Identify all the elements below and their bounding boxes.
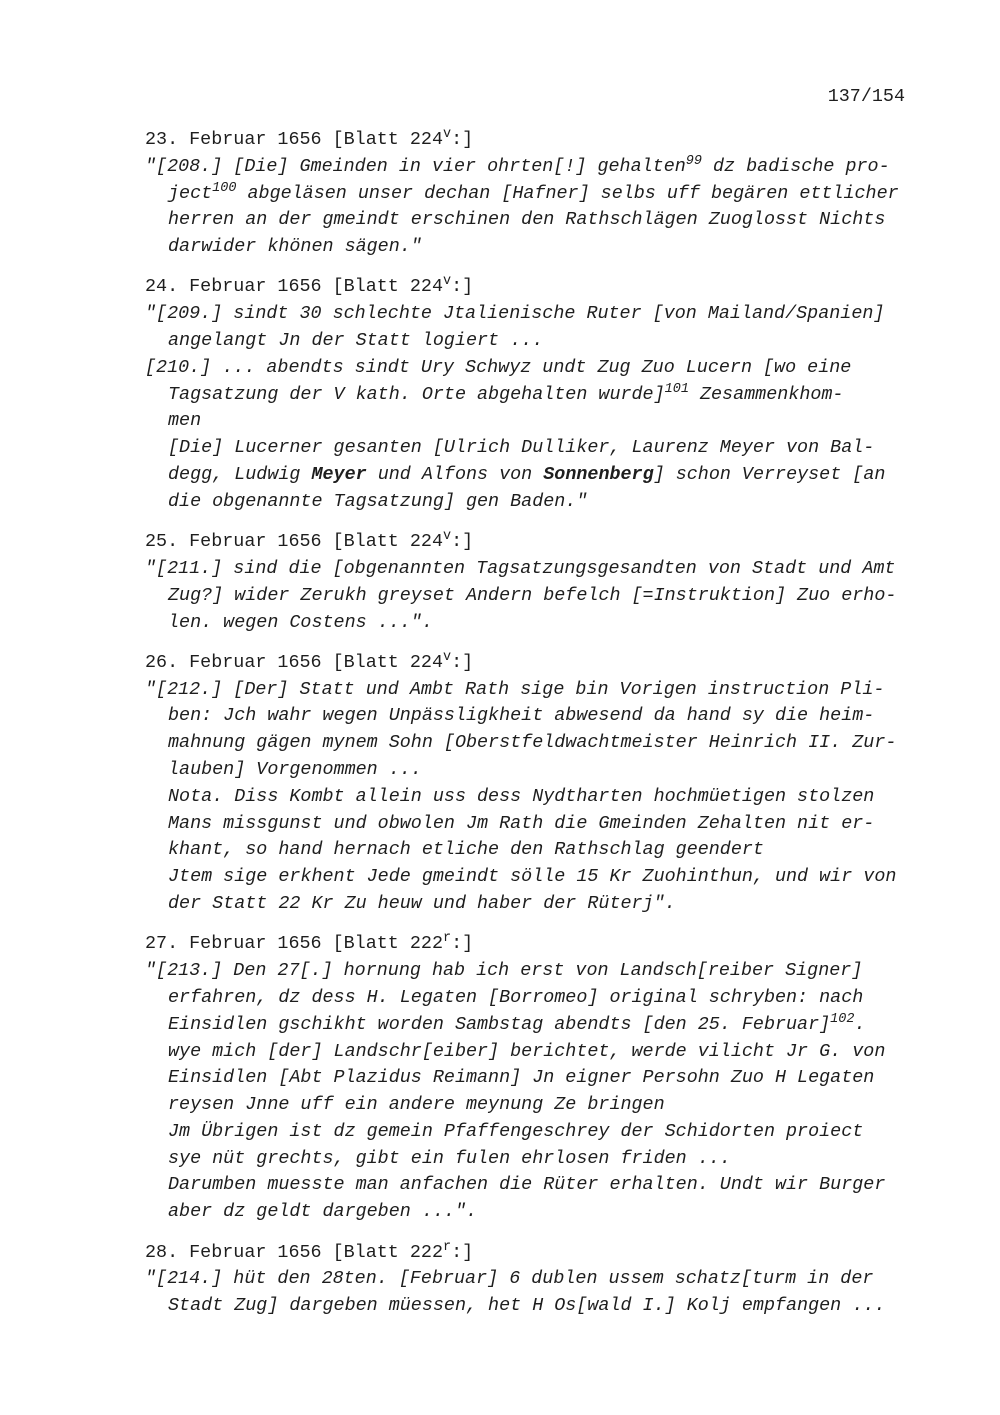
transcript-line: len. wegen Costens ...". (168, 611, 433, 633)
transcript-line (145, 382, 945, 409)
document-body (145, 127, 945, 1333)
transcript-line: die obgenannte Tagsatzung] gen Baden." (168, 490, 588, 512)
line-text: und Alfons von (366, 464, 544, 486)
bold-name: Meyer (311, 464, 367, 486)
transcript-line: aber dz geldt dargeben ...". (168, 1201, 478, 1223)
transcript-line (145, 462, 945, 489)
transcript-line: Einsidlen [Abt Plazidus Reimann] Jn eigner Persohn Zuo H Legaten (168, 1067, 875, 1089)
line-text: ] schon Verreyset [an (653, 464, 886, 486)
entry-date-header (145, 650, 945, 677)
folio-side: r (442, 931, 452, 947)
transcript-line (145, 1012, 945, 1039)
footnote-ref: 102 (830, 1011, 855, 1027)
transcript-line: Jm Übrigen ist dz gemein Pfaffengeschrey der Schidorten proiect (168, 1120, 864, 1142)
line-text: "[208.] [Die] Gmeinden in vier ohrten[!] gehalten (145, 155, 686, 177)
transcript-line: mahnung gägen mynem Sohn [Oberstfeldwachtmeister Heinrich II. Zur- (168, 732, 897, 754)
line-text: Einsidlen gschikht worden Sambstag abendts [den 25. Februar] (168, 1013, 831, 1035)
transcript-line (145, 181, 945, 208)
entry-1656-02-28 (145, 1240, 945, 1320)
transcript-line: Stadt Zug] dargeben müessen, het H Os[wald I.] Kolj empfangen ... (168, 1295, 886, 1317)
entry-date-header (145, 931, 945, 958)
transcript-line: Zug?] wider Zerukh greyset Andern befelch [=Instruktion] Zuo erho- (168, 584, 897, 606)
page-number: 137/154 (827, 86, 905, 107)
header-text: 27. Februar 1656 [Blatt 222 (145, 933, 443, 955)
transcript-line (145, 154, 945, 181)
transcript-line: "[209.] sindt 30 schlechte Jtalienische Ruter [von Mailand/Spanien] (145, 303, 885, 325)
transcript-line: "[213.] Den 27[.] hornung hab ich erst von Landsch[reiber Signer] (145, 960, 863, 982)
line-text: ject (168, 182, 213, 204)
entry-1656-02-27 (145, 931, 945, 1226)
line-text: Zesammenkhom- (688, 383, 844, 405)
footnote-ref: 100 (212, 180, 237, 196)
header-tail: :] (451, 276, 474, 298)
transcript-line: Nota. Diss Kombt allein uss dess Nydtharten hochmüetigen stolzen (168, 785, 875, 807)
transcript-line: khant, so hand hernach etliche den Rathschlag geendert (168, 839, 764, 861)
footnote-ref: 101 (664, 381, 689, 397)
header-text: 24. Februar 1656 [Blatt 224 (145, 276, 443, 298)
entry-1656-02-25 (145, 529, 945, 636)
transcript-line: lauben] Vorgenommen ... (168, 759, 422, 781)
header-text: 25. Februar 1656 [Blatt 224 (145, 531, 443, 553)
transcript-line: Darumben muesste man anfachen die Rüter erhalten. Undt wir Burger (168, 1174, 886, 1196)
transcript-line: "[211.] sind die [obgenannten Tagsatzungsgesandten von Stadt und Amt (145, 557, 896, 579)
header-text: 26. Februar 1656 [Blatt 224 (145, 651, 443, 673)
entry-1656-02-24 (145, 274, 945, 515)
transcript-line: reysen Jnne uff ein andere meynung Ze bringen (168, 1094, 665, 1116)
entry-1656-02-23 (145, 127, 945, 261)
line-text: . (854, 1013, 866, 1035)
header-text: 23. Februar 1656 [Blatt 224 (145, 129, 443, 150)
transcript-line: "[214.] hüt den 28ten. [Februar] 6 dublen ussem schatz[turm in der (145, 1268, 874, 1290)
transcript-line: herren an der gmeindt erschinen den Rathschlägen Zuoglosst Nichts (168, 209, 886, 231)
transcript-line: ben: Jch wahr wegen Unpässligkheit abwesend da hand sy die heim- (168, 705, 875, 727)
transcript-line: wye mich [der] Landschr[eiber] berichtet, werde vilicht Jr G. von (168, 1040, 886, 1062)
transcript-line: darwider khönen sägen." (168, 236, 422, 258)
line-text: degg, Ludwig (168, 464, 312, 486)
header-tail: :] (451, 531, 474, 553)
transcript-line: "[212.] [Der] Statt und Ambt Rath sige bin Vorigen instruction Pli- (145, 678, 885, 700)
line-text: Tagsatzung der V kath. Orte abgehalten wurde] (168, 383, 665, 405)
transcript-line: [Die] Lucerner gesanten [Ulrich Dulliker, Laurenz Meyer von Bal- (168, 437, 875, 459)
folio-side: v (442, 649, 452, 665)
folio-side: v (442, 127, 452, 142)
header-tail: :] (451, 651, 474, 673)
header-tail: :] (451, 129, 474, 150)
line-text: dz badische pro- (701, 155, 890, 177)
folio-side: r (442, 1239, 452, 1255)
entry-date-header (145, 1240, 945, 1267)
header-text: 28. Februar 1656 [Blatt 222 (145, 1241, 443, 1263)
transcript-line: Jtem sige erkhent Jede gmeindt sölle 15 Kr Zuohinthun, und wir von (168, 866, 897, 888)
entry-date-header (145, 529, 945, 556)
line-text: abgeläsen unser dechan [Hafner] selbs uff begären ettlicher (236, 182, 899, 204)
folio-side: v (442, 529, 452, 545)
entry-date-header (145, 127, 945, 154)
transcript-line: sye nüt grechts, gibt ein fulen ehrlosen friden ... (168, 1147, 731, 1169)
entry-1656-02-26 (145, 650, 945, 918)
transcript-line: der Statt 22 Kr Zu heuw und haber der Rüterj". (168, 893, 676, 915)
transcript-line: angelangt Jn der Statt logiert ... (168, 330, 544, 352)
transcript-line: men (168, 410, 202, 432)
bold-name: Sonnenberg (543, 464, 654, 486)
header-tail: :] (451, 1241, 474, 1263)
entry-date-header (145, 274, 945, 301)
transcript-line: [210.] ... abendts sindt Ury Schwyz undt Zug Zuo Lucern [wo eine (145, 356, 852, 378)
transcript-line: Mans missgunst und obwolen Jm Rath die Gmeinden Zehalten nit er- (168, 812, 875, 834)
folio-side: v (442, 274, 452, 290)
footnote-ref: 99 (685, 153, 702, 169)
transcript-line: erfahren, dz dess H. Legaten [Borromeo] original schryben: nach (168, 986, 864, 1008)
header-tail: :] (451, 933, 474, 955)
